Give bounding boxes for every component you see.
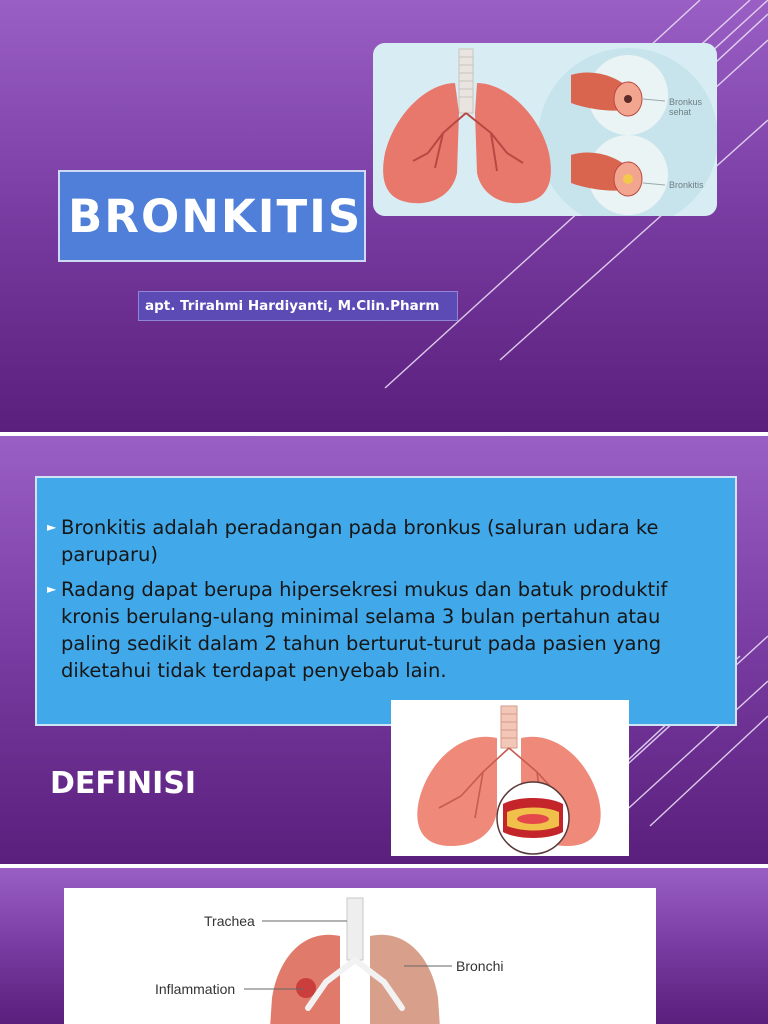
author-box	[138, 291, 458, 321]
definition-slide	[0, 436, 768, 864]
bronchitis-label: Bronkitis	[669, 180, 704, 190]
healthy-label-line1: Bronkus	[669, 97, 703, 107]
healthy-label-line2: sehat	[669, 107, 692, 117]
lungs-image	[391, 700, 629, 856]
trachea-label: Trachea	[204, 913, 255, 929]
anatomy-image	[64, 888, 656, 1024]
author-name: apt. Trirahmi Hardiyanti, M.Clin.Pharm	[145, 298, 440, 314]
section-heading: DEFINISI	[50, 766, 197, 801]
bullet-item	[47, 576, 719, 684]
bullet-text: Bronkitis adalah peradangan pada bronkus (saluran udara ke paruparu)	[61, 516, 659, 566]
title-slide	[0, 0, 768, 432]
inflamed-lungs-illustration	[391, 700, 629, 856]
bullet-item	[47, 514, 719, 568]
bullet-text: Radang dapat berupa hipersekresi mukus dan batuk produktif kronis berulang-ulang minimal selama 3 bulan pertahun atau paling sedikit dalam 2 tahun berturut-turut pada pasien yang diketahui tidak terdapat penyebab lain.	[61, 578, 668, 682]
triangle-right-icon: ►	[47, 520, 57, 534]
slide-title: BRONKITIS	[68, 189, 363, 243]
lungs-image	[373, 43, 717, 216]
title-box	[58, 170, 366, 262]
triangle-right-icon: ►	[47, 582, 57, 596]
bronchi-label: Bronchi	[456, 958, 504, 974]
lungs-bronchus-illustration	[373, 43, 717, 216]
definition-box	[35, 476, 737, 726]
healthy-bronchus-label	[669, 97, 702, 117]
inflammation-label: Inflammation	[155, 981, 236, 997]
bronchi-anatomy-illustration	[64, 888, 656, 1024]
anatomy-slide	[0, 868, 768, 1024]
